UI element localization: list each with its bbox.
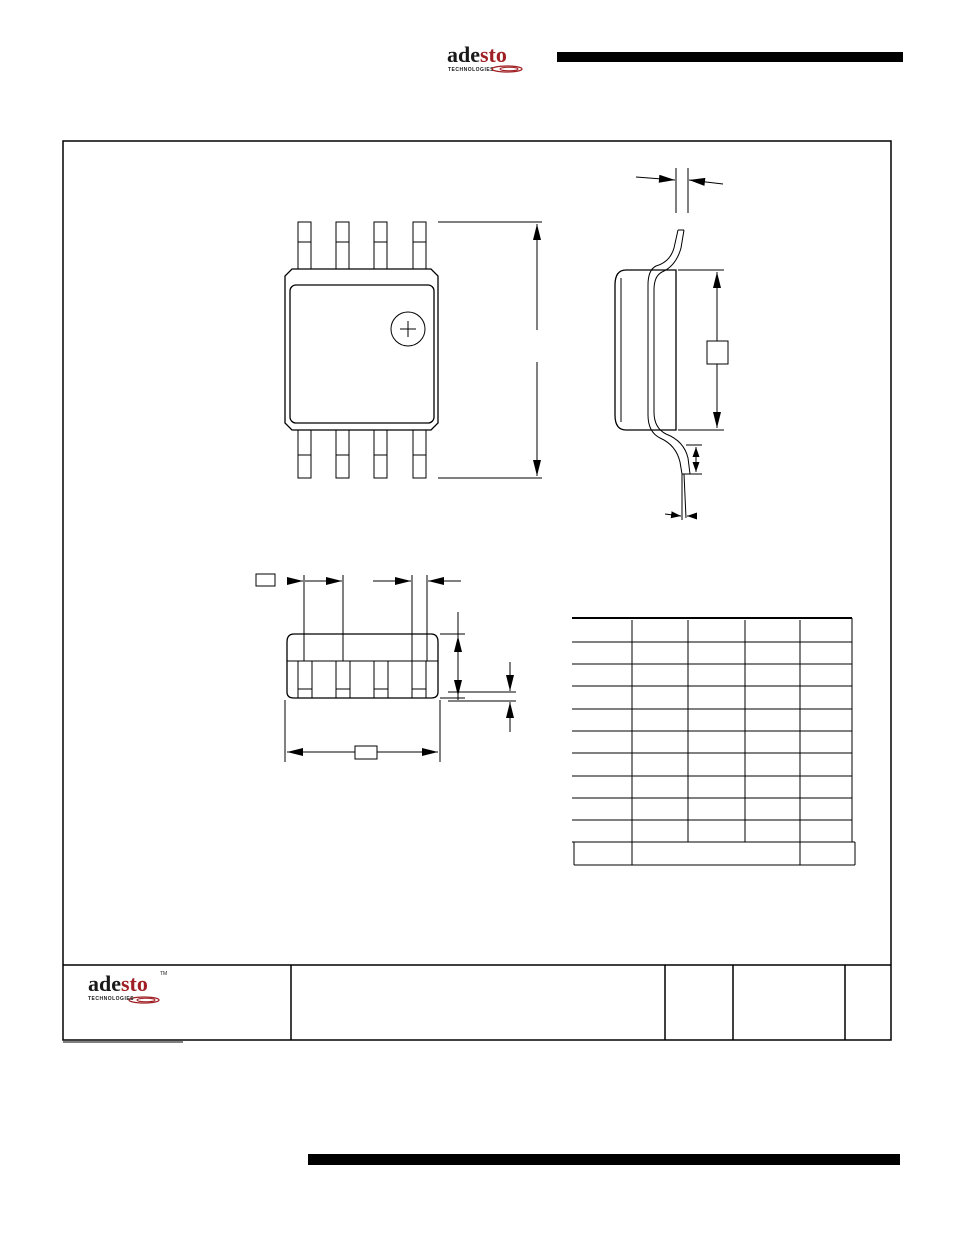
logo-text-sto: sto xyxy=(480,42,507,67)
title-block-logo xyxy=(88,971,168,1002)
bottom-pins xyxy=(298,429,426,478)
side-view xyxy=(615,168,728,520)
top-pins xyxy=(298,222,426,270)
logo-text-ade: ade xyxy=(447,42,480,67)
logo-text-sto: sto xyxy=(121,971,148,996)
title-block xyxy=(63,965,891,1042)
end-view xyxy=(256,574,516,762)
logo-trademark: TM xyxy=(160,971,168,977)
top-view xyxy=(285,222,542,478)
logo-subtitle: TECHNOLOGIES xyxy=(448,67,495,73)
datum-box xyxy=(256,574,275,586)
dimension-box-side xyxy=(707,341,728,364)
logo-text-ade: ade xyxy=(88,971,121,996)
dimension-table xyxy=(572,618,855,865)
dimension-box-end xyxy=(355,746,377,759)
logo-subtitle: TECHNOLOGIES xyxy=(88,996,135,1002)
drawing-frame xyxy=(63,141,891,1040)
